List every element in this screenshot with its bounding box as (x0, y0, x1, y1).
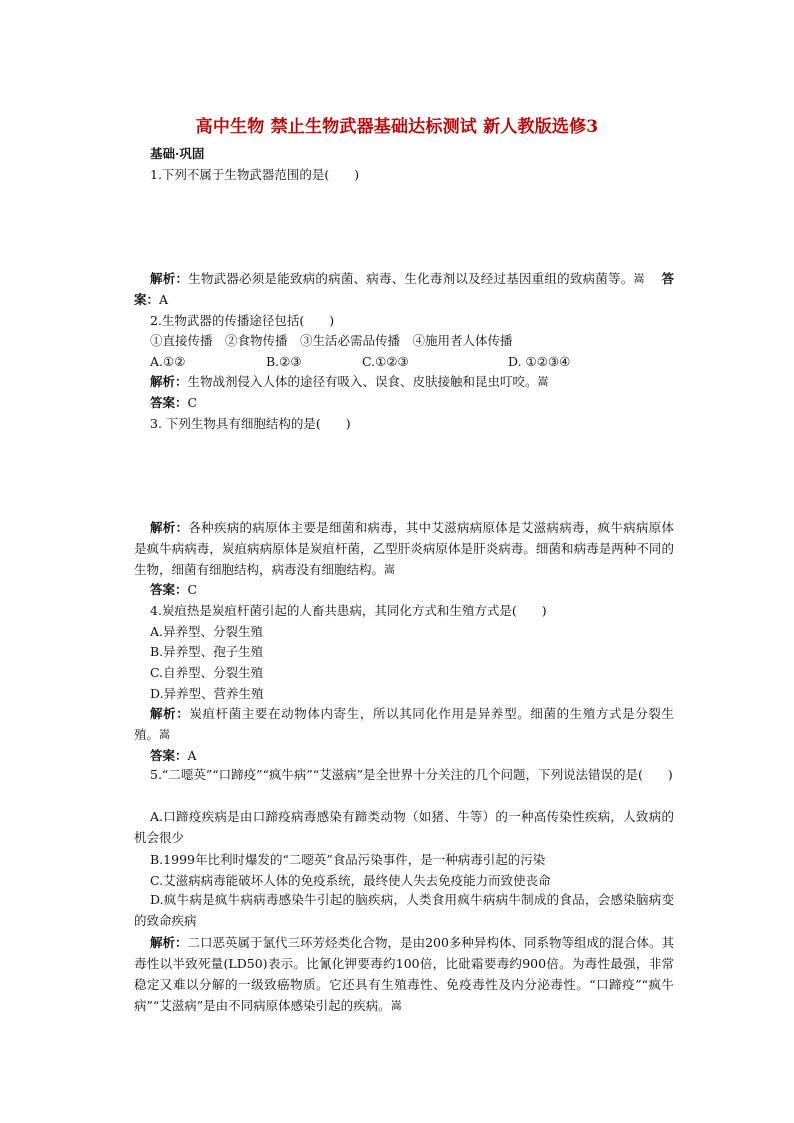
question-2-answer (150, 395, 197, 411)
question-5: 5.“二噁英”“口蹄疫”“疯牛病”“艾滋病”是全世界十分关注的几个问题，下列说法错误的是( ) (150, 767, 673, 782)
analysis-label: 解析： (150, 706, 190, 721)
question-2-items: ①直接传播 ②食物传播 ③生活必需品传播 ④施用者人体传播 (150, 333, 513, 348)
answer-label: 答案： (150, 748, 188, 763)
end-mark: 嵩 (633, 272, 645, 285)
analysis-text: 二口恶英属于氯代三环芳烃类化合物，是由200多种异构体、同系物等组成的混合体。其毒性以半致死量(LD50)表示。比氰化钾要毒约100倍，比砒霜要毒约900倍。为毒性最强，非常稳定又难以分解的一级致癌物质。它还具有生殖毒性、免疫毒性及内分泌毒性。“口蹄疫”“疯牛病”“艾滋病”是由不同病原体感染引起的疾病。 (134, 935, 674, 1013)
question-3: 3. 下列生物具有细胞结构的是( ) (150, 416, 351, 431)
question-1: 1.下列不属于生物武器范围的是( ) (150, 167, 360, 182)
end-mark: 嵩 (390, 999, 402, 1012)
question-2: 2.生物武器的传播途径包括( ) (150, 313, 335, 328)
question-4-answer (150, 748, 197, 764)
question-5-analysis (134, 932, 674, 1016)
question-3-analysis (134, 517, 674, 580)
analysis-text: 各种疾病的病原体主要是细菌和病毒，其中艾滋病病原体是艾滋病病毒，疯牛病病原体是疯牛病病毒，炭疽病病原体是炭疽杆菌，乙型肝炎病原体是肝炎病毒。细菌和病毒是两种不同的生物，细菌有细胞结构，病毒没有细胞结构。 (134, 520, 674, 577)
option-b: B.②③ (266, 354, 302, 369)
section-heading: 基础·巩固 (150, 146, 205, 161)
answer-label: 答案： (150, 582, 188, 597)
answer-text: A (159, 292, 169, 307)
end-mark: 嵩 (537, 375, 549, 388)
question-1-analysis (134, 268, 674, 310)
answer-text: C (187, 395, 198, 410)
option-d: D.疯牛病是疯牛病病毒感染牛引起的脑疾病，人类食用疯牛病病牛制成的食品，会感染脑病变的致命疾病 (134, 892, 674, 928)
analysis-text: 生物武器必须是能致病的病菌、病毒、生化毒剂以及经过基因重组的致病菌等。 (188, 271, 634, 286)
answer-text: C (187, 582, 198, 597)
question-4-analysis (134, 703, 674, 745)
analysis-text: 生物战剂侵入人体的途径有吸入、误食、皮肤接触和昆虫叮咬。 (187, 374, 538, 389)
answer-label: 答案： (150, 395, 188, 410)
end-mark: 嵩 (159, 728, 171, 741)
analysis-label: 解析： (150, 935, 188, 950)
option-a: A.口蹄疫疾病是由口蹄疫病毒感染有蹄类动物（如猪、牛等）的一种高传染性疾病，人致病的机会很少 (134, 809, 674, 845)
option-d: D.异养型、营养生殖 (150, 686, 264, 701)
option-c: C.①②③ (362, 354, 409, 369)
end-mark: 嵩 (384, 563, 396, 576)
option-c: C.自养型、分裂生殖 (150, 665, 264, 680)
option-a: A.①② (150, 354, 186, 369)
option-a: A.异养型、分裂生殖 (150, 624, 264, 639)
question-2-analysis (150, 374, 549, 390)
option-b: B.异养型、孢子生殖 (150, 644, 264, 659)
question-4: 4.炭疽热是炭疽杆菌引起的人畜共患病，其同化方式和生殖方式是( ) (150, 603, 547, 618)
analysis-label: 解析： (150, 271, 189, 286)
answer-label: 答案： (134, 271, 674, 307)
option-d: D. ①②③④ (508, 354, 571, 369)
option-c: C.艾滋病病毒能破坏人体的免疫系统，最终使人失去免疫能力而致使丧命 (150, 873, 551, 888)
option-b: B.1999年比利时爆发的“二噁英”食品污染事件，是一种病毒引起的污染 (150, 852, 546, 867)
analysis-label: 解析： (150, 520, 189, 535)
answer-text: A (187, 748, 197, 763)
analysis-label: 解析： (150, 374, 188, 389)
analysis-text: 炭疽杆菌主要在动物体内寄生，所以其同化作用是异养型。细菌的生殖方式是分裂生殖。 (134, 706, 674, 742)
question-3-answer (150, 582, 197, 598)
page-title: 高中生物 禁止生物武器基础达标测试 新人教版选修3 (195, 117, 599, 137)
